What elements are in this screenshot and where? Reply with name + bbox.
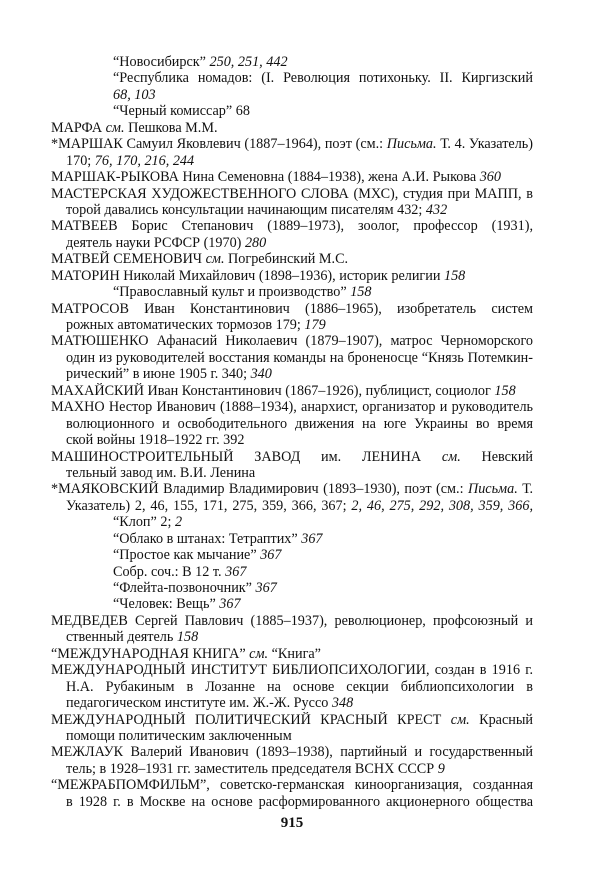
italic-segment: 367 — [225, 563, 247, 580]
text-segment: Погребинский М.С. — [224, 251, 349, 268]
text-segment: МЕЖДУНАРОДНЫЙ ИНСТИТУТ БИБЛИОПСИХОЛОГИИ, создан в 1916 г. — [51, 662, 533, 679]
index-subentry-line — [51, 564, 533, 580]
italic-segment: 68, 103 — [113, 86, 156, 103]
text-segment: “МЕЖРАБПОМФИЛЬМ”, советско-германская киноорганизация, созданная — [51, 777, 533, 794]
index-continuation-line — [51, 465, 533, 481]
index-entry-line — [51, 777, 533, 793]
text-segment: МАТЮШЕНКО Афанасий Николаевич (1879–1907), матрос Черноморского — [51, 333, 533, 350]
italic-segment: Письма. — [467, 481, 518, 498]
text-segment: Красный — [479, 711, 533, 728]
italic-segment: 340 — [250, 366, 272, 383]
italic-segment: 2 — [174, 514, 183, 531]
index-continuation-line — [51, 317, 533, 333]
text-segment: педагогическом институте им. Ж.-Ж. Руссо — [66, 695, 332, 712]
italic-segment: 348 — [331, 695, 354, 712]
index-continuation-line — [51, 761, 533, 777]
text-segment: тельный завод им. В.И. Ленина — [66, 464, 256, 481]
text-segment: МАСТЕРСКАЯ ХУДОЖЕСТВЕННОГО СЛОВА (МХС), студия при МАПП, в — [51, 185, 533, 202]
index-entry-line — [51, 613, 533, 629]
index-entry-line — [51, 481, 533, 497]
text-segment: ственный деятель — [66, 629, 177, 646]
index-continuation-line — [51, 366, 533, 382]
text-segment: Н.А. Рубакиным в Лозанне на основе секции библиопсихологии в — [66, 678, 533, 695]
italic-segment: см. — [249, 645, 269, 662]
index-entry-line — [51, 712, 533, 728]
index-entry-line — [51, 268, 533, 284]
italic-segment: 158 — [350, 284, 372, 301]
index-subentry-line — [51, 547, 533, 563]
italic-segment: 250, 251, 442 — [209, 54, 288, 70]
text-segment: МАТРОСОВ Иван Константинович (1886–1965), изобретатель систем — [51, 300, 533, 317]
text-segment: торой давались консультации начинающим писателям 432; — [66, 201, 426, 218]
text-segment: ской войны 1918–1922 гг. 392 — [66, 432, 245, 449]
text-segment: “Человек: Вещь” — [113, 596, 220, 613]
page-number: 915 — [280, 815, 304, 831]
text-segment: рический” в июне 1905 г. 340; — [66, 366, 251, 383]
index-subentry-line — [51, 87, 533, 103]
text-segment: Невский — [481, 448, 533, 465]
index-subentry-line — [51, 284, 533, 300]
index-continuation-line — [51, 498, 533, 514]
text-segment: *МАРШАК Самуил Яковлевич (1887–1964), поэт (см.: — [51, 136, 387, 153]
index-text — [51, 54, 533, 810]
italic-segment: 367 — [219, 596, 241, 613]
index-entry-line — [51, 301, 533, 317]
text-segment: “Новосибирск” — [113, 54, 210, 70]
text-segment: МАТОРИН Николай Михайлович (1898–1936), историк религии — [51, 267, 444, 284]
text-segment: Собр. соч.: В 12 т. — [113, 563, 226, 580]
index-continuation-line — [51, 202, 533, 218]
index-entry-line — [51, 399, 533, 415]
text-segment: Пешкова М.М. — [124, 119, 218, 136]
italic-segment: 9 — [437, 760, 445, 777]
italic-segment: 367 — [255, 580, 277, 596]
text-segment: один из руководителей восстания команды на броненосце “Князь Потемкин- — [66, 349, 533, 366]
text-segment: Т. 4. Указатель) — [440, 136, 533, 153]
text-segment: волюционного и освободительного движения на юге Украины во время — [66, 415, 533, 432]
index-entry-line — [51, 169, 533, 185]
italic-segment: см. — [441, 448, 461, 465]
index-subentry-line — [51, 596, 533, 612]
text-segment: “Флейта-позвоночник” — [113, 580, 256, 596]
index-subentry-line — [51, 70, 533, 86]
index-continuation-line — [51, 350, 533, 366]
text-segment: МЕДВЕДЕВ Сергей Павлович (1885–1937), революционер, профсоюзный и — [51, 612, 533, 629]
index-subentry-line — [51, 531, 533, 547]
index-subentry-line — [51, 54, 533, 70]
italic-segment: 280 — [244, 234, 267, 251]
index-continuation-line — [51, 416, 533, 432]
index-entry-line — [51, 136, 533, 152]
text-segment: в 1928 г. в Москве на основе расформированного акционерного общества — [66, 793, 533, 810]
text-segment: Т. — [522, 481, 533, 498]
index-entry-line — [51, 646, 533, 662]
text-segment: МАХАЙСКИЙ Иван Константинович (1867–1926), публицист, социолог — [51, 382, 495, 399]
text-segment: МАХНО Нестор Иванович (1888–1934), анархист, организатор и руководитель — [51, 399, 533, 416]
index-continuation-line — [51, 794, 533, 810]
text-segment: МАШИНОСТРОИТЕЛЬНЫЙ ЗАВОД им. ЛЕНИНА — [51, 448, 442, 465]
italic-segment: 432 — [425, 201, 448, 218]
text-segment: деятель науки РСФСР (1970) — [66, 234, 245, 251]
text-segment: *МАЯКОВСКИЙ Владимир Владимирович (1893–1930), поэт (см.: — [51, 481, 468, 498]
text-segment: МАРФА — [51, 119, 106, 136]
index-entry-line — [51, 218, 533, 234]
text-segment: МАТВЕЙ СЕМЕНОВИЧ — [51, 251, 206, 268]
index-entry-line — [51, 120, 533, 136]
index-continuation-line — [51, 153, 533, 169]
index-entry-line — [51, 449, 533, 465]
italic-segment: Письма. — [386, 136, 437, 153]
index-subentry-line — [51, 580, 533, 596]
index-entry-line — [51, 251, 533, 267]
italic-segment: см. — [205, 251, 225, 268]
text-segment: рожных автоматических тормозов 179; — [66, 317, 305, 333]
index-continuation-line — [51, 432, 533, 448]
text-segment: “МЕЖДУНАРОДНАЯ КНИГА” — [51, 645, 250, 662]
text-segment: “Книга” — [268, 645, 321, 662]
text-segment: “Клоп” 2; — [113, 514, 175, 531]
text-segment: 170; — [66, 152, 95, 169]
index-continuation-line — [51, 629, 533, 645]
italic-segment: 158 — [494, 382, 516, 399]
index-entry-line — [51, 744, 533, 760]
text-segment: МЕЖДУНАРОДНЫЙ ПОЛИТИЧЕСКИЙ КРАСНЫЙ КРЕСТ — [51, 711, 451, 728]
index-entry-line — [51, 662, 533, 678]
index-continuation-line — [51, 679, 533, 695]
italic-segment: 2, 46, 275, 292, 308, 359, 366, — [351, 497, 533, 514]
text-segment: МАРШАК-РЫКОВА Нина Семеновна (1884–1938), жена А.И. Рыкова — [51, 169, 480, 186]
italic-segment: 179 — [304, 317, 326, 333]
index-subentry-line — [51, 514, 533, 530]
italic-segment: см. — [450, 711, 470, 728]
index-continuation-line — [51, 728, 533, 744]
text-segment: помощи политическим заключенным — [66, 727, 292, 744]
italic-segment: 158 — [176, 629, 199, 646]
italic-segment: 76, 170, 216, 244 — [94, 152, 195, 169]
index-entry-line — [51, 333, 533, 349]
italic-segment: см. — [105, 119, 125, 136]
index-entry-line — [51, 186, 533, 202]
text-segment: “Черный комиссар” 68 — [113, 103, 250, 120]
index-entry-line — [51, 383, 533, 399]
index-subentry-line — [51, 103, 533, 119]
index-continuation-line — [51, 695, 533, 711]
italic-segment: 158 — [443, 267, 466, 284]
text-segment: “Республика номадов: (I. Революция потихоньку. II. Киргизский — [113, 70, 533, 87]
text-segment: “Облако в штанах: Тетраптих” — [113, 530, 302, 547]
text-segment: “Православный культ и производство” — [113, 284, 351, 301]
italic-segment: 367 — [301, 530, 323, 547]
text-segment: МЕЖЛАУК Валерий Иванович (1893–1938), партийный и государственный — [51, 744, 533, 761]
italic-segment: 367 — [260, 547, 282, 564]
text-segment: Указатель) 2, 46, 155, 171, 275, 359, 366, 367; — [66, 497, 352, 514]
text-segment: МАТВЕЕВ Борис Степанович (1889–1973), зоолог, профессор (1931), — [51, 218, 533, 235]
italic-segment: 360 — [479, 169, 501, 186]
index-continuation-line — [51, 235, 533, 251]
text-segment: “Простое как мычание” — [113, 547, 261, 564]
text-segment: тель; в 1928–1931 гг. заместитель председателя ВСНХ СССР — [66, 760, 438, 777]
